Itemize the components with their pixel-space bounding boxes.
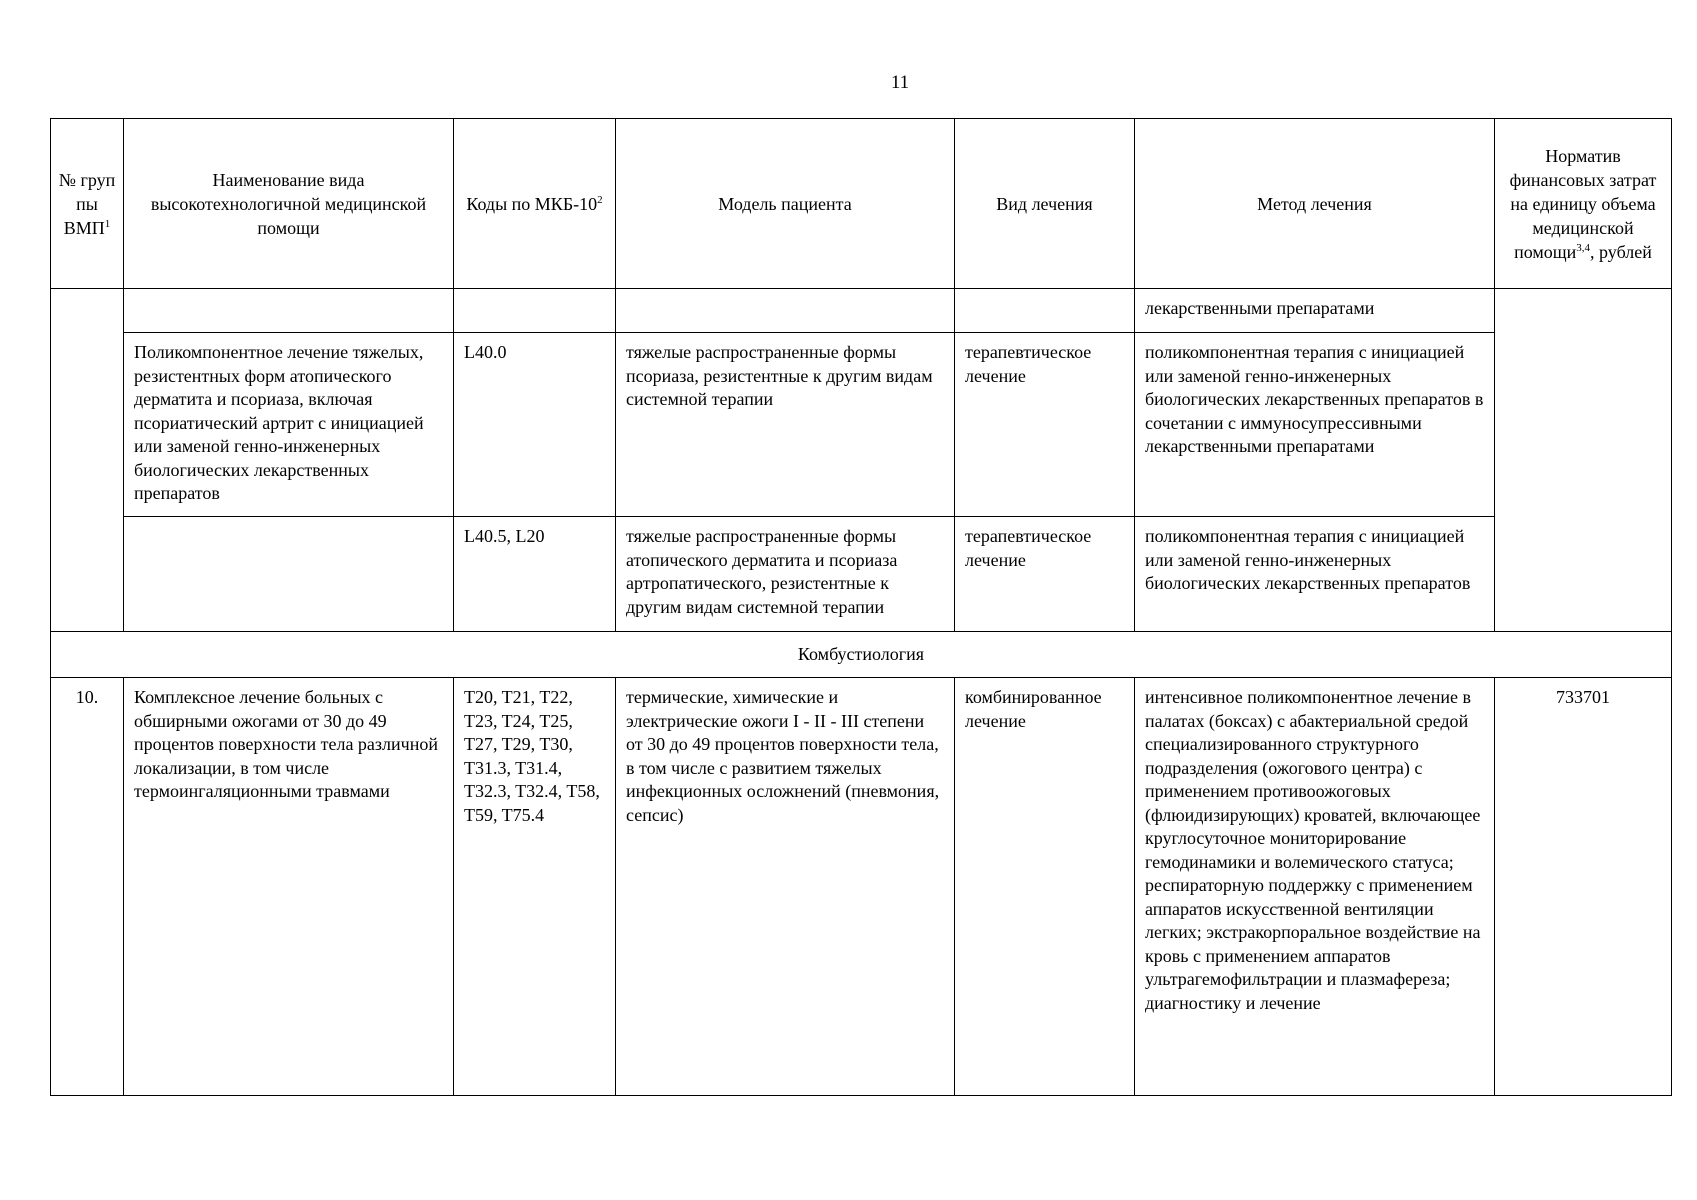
header-treatment-type: Вид лечения bbox=[955, 119, 1135, 289]
treatment-method-cell: лекарственными препаратами bbox=[1135, 289, 1495, 333]
treatment-type-cell bbox=[955, 289, 1135, 333]
care-type-cell bbox=[124, 517, 454, 632]
treatment-type-cell: терапевтическое лечение bbox=[955, 333, 1135, 517]
cost-norm-cell bbox=[1495, 289, 1672, 632]
treatment-method-cell: поликомпонентная терапия с инициацией или заменой генно-инженерных биологических лекарственных препаратов в сочетании с иммуносупрессивными лекарственными препаратами bbox=[1135, 333, 1495, 517]
patient-model-cell bbox=[616, 289, 955, 333]
care-type-cell bbox=[124, 289, 454, 333]
page-number: 11 bbox=[890, 72, 910, 93]
vmp-table bbox=[50, 118, 1672, 1096]
icd-codes-cell: L40.5, L20 bbox=[454, 517, 616, 632]
table-header-row bbox=[51, 119, 1672, 289]
section-title: Комбустиология bbox=[51, 632, 1672, 678]
header-icd-codes: Коды по МКБ-$10^2$ bbox=[454, 119, 616, 289]
section-row bbox=[51, 632, 1672, 678]
icd-codes-cell: T20, T21, T22, T23, T24, T25, T27, T29, T30, T31.3, T31.4, T32.3, T32.4, T58, T59, T75.4 bbox=[454, 678, 616, 1096]
header-group-number: № груп пы ВМП$^1$ bbox=[51, 119, 124, 289]
treatment-type-cell: терапевтическое лечение bbox=[955, 517, 1135, 632]
patient-model-cell: тяжелые распространенные формы атопического дерматита и псориаза артропатического, резистентные к другим видам системной терапии bbox=[616, 517, 955, 632]
header-cost-norm: Норматив финансовых затрат на единицу объема медицинской помощи$^{3,4}$, рублей bbox=[1495, 119, 1672, 289]
header-patient-model: Модель пациента bbox=[616, 119, 955, 289]
table-row bbox=[51, 333, 1672, 517]
table-row bbox=[51, 289, 1672, 333]
header-treatment-method: Метод лечения bbox=[1135, 119, 1495, 289]
patient-model-cell: тяжелые распространенные формы псориаза, резистентные к другим видам системной терапии bbox=[616, 333, 955, 517]
table-row bbox=[51, 517, 1672, 632]
icd-codes-cell bbox=[454, 289, 616, 333]
treatment-method-cell: интенсивное поликомпонентное лечение в палатах (боксах) с абактериальной средой специализированного структурного подразделения (ожогового центра) с применением противоожоговых (флюидизирующих) кроватей, включающее круглосуточное мониторирование гемодинамики и волемического статуса; респираторную поддержку с применением аппаратов искусственной вентиляции легких; экстракорпоральное воздействие на кровь с применением аппаратов ультрагемофильтрации и плазмафереза; диагностику и лечение bbox=[1135, 678, 1495, 1096]
icd-codes-cell: L40.0 bbox=[454, 333, 616, 517]
header-care-type: Наименование вида высокотехнологичной медицинской помощи bbox=[124, 119, 454, 289]
patient-model-cell: термические, химические и электрические ожоги I - II - III степени от 30 до 49 процентов поверхности тела, в том числе с развитием тяжелых инфекционных осложнений (пневмония, сепсис) bbox=[616, 678, 955, 1096]
treatment-method-cell: поликомпонентная терапия с инициацией или заменой генно-инженерных биологических лекарственных препаратов bbox=[1135, 517, 1495, 632]
table-row bbox=[51, 678, 1672, 1096]
care-type-cell: Комплексное лечение больных с обширными ожогами от 30 до 49 процентов поверхности тела различной локализации, в том числе термоингаляционными травмами bbox=[124, 678, 454, 1096]
care-type-cell: Поликомпонентное лечение тяжелых, резистентных форм атопического дерматита и псориаза, включая псориатический артрит с инициацией или заменой генно-инженерных биологических лекарственных препаратов bbox=[124, 333, 454, 517]
group-number-cell bbox=[51, 289, 124, 632]
group-number-cell: 10. bbox=[51, 678, 124, 1096]
treatment-type-cell: комбинированное лечение bbox=[955, 678, 1135, 1096]
cost-norm-cell: 733701 bbox=[1495, 678, 1672, 1096]
